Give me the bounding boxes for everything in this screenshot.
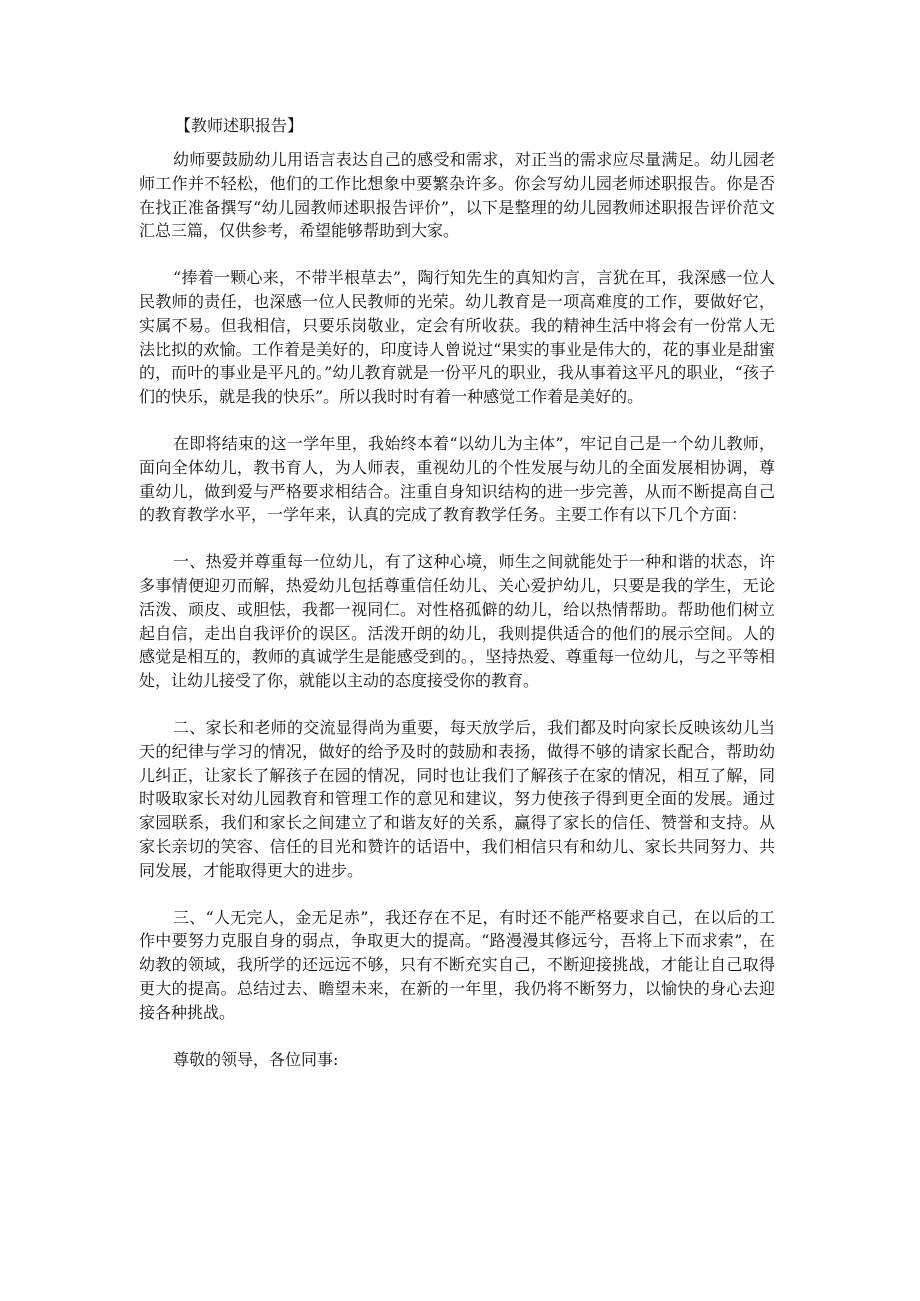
intro-paragraph: 幼师要鼓励幼儿用语言表达自己的感受和需求，对正当的需求应尽量满足。幼儿园老师工作并不轻松，他们的工作比想象中要繁杂许多。你会写幼儿园老师述职报告。你是否在找正准备撰写“幼儿园教师述职报告评价”，以下是整理的幼儿园教师述职报告评价范文汇总三篇，仅供参考，希望能够帮助到大家。 [139, 150, 775, 241]
quote-paragraph: “捧着一颗心来，不带半根草去”，陶行知先生的真知灼言，言犹在耳，我深感一位人民教师的责任，也深感一位人民教师的光荣。幼儿教育是一项高难度的工作，要做好它，实属不易。但我相信，只要乐岗敬业，定会有所收获。我的精神生活中将会有一份常人无法比拟的欢愉。工作着是美好的，印度诗人曾说过“果实的事业是伟大的，花的事业是甜蜜的，而叶的事业是平凡的。”幼儿教育就是一份平凡的职业，我从事着这平凡的职业，“孩子们的快乐，就是我的快乐”。所以我时时有着一种感觉工作着是美好的。 [139, 268, 775, 407]
document-page [139, 114, 775, 1072]
point-two-paragraph: 二、家长和老师的交流显得尚为重要，每天放学后，我们都及时向家长反映该幼儿当天的纪律与学习的情况，做好的给予及时的鼓励和表扬，做得不够的请家长配合，帮助幼儿纠正，让家长了解孩子在园的情况，同时也让我们了解孩子在家的情况，相互了解，同时吸取家长对幼儿园教育和管理工作的意见和建议，努力使孩子得到更全面的发展。通过家园联系，我们和家长之间建立了和谐友好的关系，赢得了家长的信任、赞誉和支持。从家长亲切的笑容、信任的目光和赞许的话语中，我们相信只有和幼儿、家长共同努力、共同发展，才能取得更大的进步。 [139, 717, 775, 880]
summary-paragraph: 在即将结束的这一学年里，我始终本着“以幼儿为主体”，牢记自己是一个幼儿教师，面向全体幼儿，教书育人，为人师表，重视幼儿的个性发展与幼儿的全面发展相协调，尊重幼儿，做到爱与严格要求相结合。注重自身知识结构的进一步完善，从而不断提高自己的教育教学水平，一学年来，认真的完成了教育教学任务。主要工作有以下几个方面： [139, 433, 775, 525]
document-heading: 【教师述职报告】 [175, 116, 304, 135]
point-one-paragraph: 一、热爱并尊重每一位幼儿，有了这种心境，师生之间就能处于一种和谐的状态，许多事情便迎刃而解，热爱幼儿包括尊重信任幼儿、关心爱护幼儿，只要是我的学生，无论活泼、顽皮、或胆怯，我都一视同仁。对性格孤僻的幼儿，给以热情帮助。帮助他们树立起自信，走出自我评价的误区。活泼开朗的幼儿，我则提供适合的他们的展示空间。人的感觉是相互的，教师的真诚学生是能感受到的。，坚持热爱、尊重每一位幼儿，与之平等相处，让幼儿接受了你，就能以主动的态度接受你的教育。 [139, 552, 775, 691]
salutation-line: 尊敬的领导，各位同事: [173, 1049, 339, 1069]
point-three-paragraph: 三、“人无完人，金无足赤”，我还存在不足，有时还不能严格要求自己，在以后的工作中要努力克服自身的弱点，争取更大的提高。“路漫漫其修远兮，吾将上下而求索”，在幼教的领域，我所学的还远远不够，只有不断充实自己，不断迎接挑战，才能让自己取得更大的提高。总结过去、瞻望未来，在新的一年里，我仍将不断努力，以愉快的身心去迎接各种挑战。 [139, 907, 775, 1022]
